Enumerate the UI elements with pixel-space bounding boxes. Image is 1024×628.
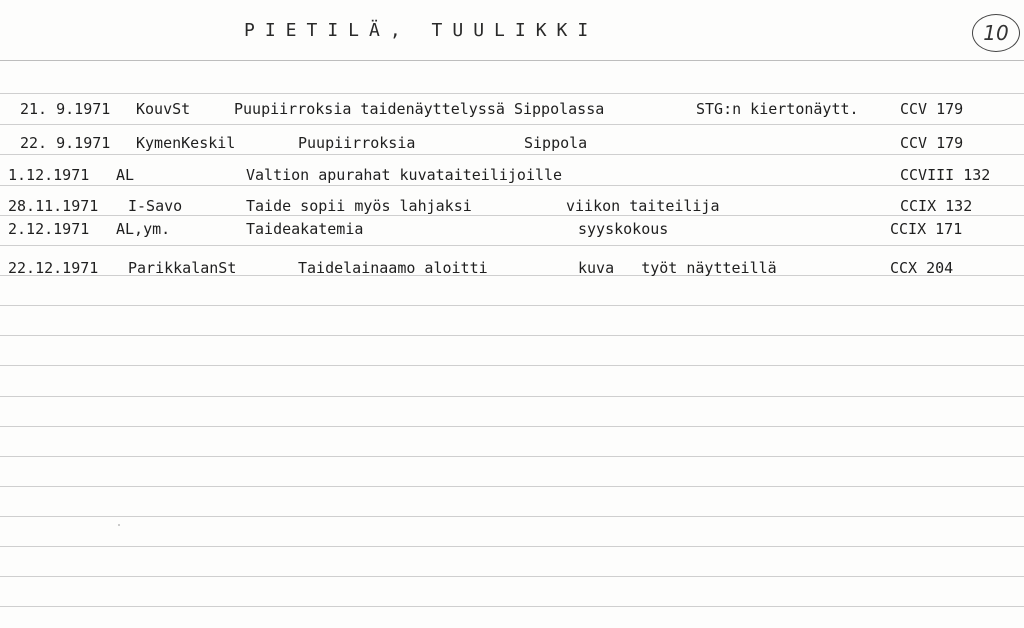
entry-ref: CCVIII 132 — [900, 166, 991, 184]
entry-source: AL — [116, 166, 135, 184]
ruled-line — [0, 365, 1024, 366]
ruled-line — [0, 154, 1024, 155]
speck — [118, 524, 120, 526]
ruled-line — [0, 606, 1024, 607]
entry-source: ParikkalanSt — [128, 259, 237, 277]
ruled-line — [0, 185, 1024, 186]
entry-title: Taidelainaamo aloitti — [298, 259, 488, 277]
ruled-line — [0, 456, 1024, 457]
entry-title: Puupiirroksia — [298, 134, 416, 152]
entry-title: Valtion apurahat kuvataiteilijoille — [246, 166, 563, 184]
ruled-line — [0, 245, 1024, 246]
ruled-line — [0, 60, 1024, 61]
entry-note: kuva työt näytteillä — [578, 259, 777, 277]
entry-date: 1.12.1971 — [8, 166, 90, 184]
entry-date: 21. 9.1971 — [20, 100, 111, 118]
entry-note: STG:n kiertonäytt. — [696, 100, 859, 118]
entry-note: viikon taiteilija — [566, 197, 720, 215]
entry-date: 28.11.1971 — [8, 197, 99, 215]
entry-ref: CCV 179 — [900, 100, 964, 118]
ruled-line — [0, 335, 1024, 336]
entry-date: 22. 9.1971 — [20, 134, 111, 152]
ruled-line — [0, 426, 1024, 427]
entry-title: Taideakatemia — [246, 220, 364, 238]
entry-ref: CCIX 171 — [890, 220, 963, 238]
entry-note: Sippola — [524, 134, 588, 152]
ruled-line — [0, 546, 1024, 547]
entry-ref: CCIX 132 — [900, 197, 973, 215]
entry-ref: CCX 204 — [890, 259, 954, 277]
entry-ref: CCV 179 — [900, 134, 964, 152]
ruled-line — [0, 486, 1024, 487]
entry-source: I-Savo — [128, 197, 183, 215]
ruled-line — [0, 516, 1024, 517]
entry-source: KouvSt — [136, 100, 191, 118]
entry-title: Taide sopii myös lahjaksi — [246, 197, 472, 215]
entry-date: 2.12.1971 — [8, 220, 90, 238]
ruled-line — [0, 93, 1024, 94]
entry-source: AL,ym. — [116, 220, 171, 238]
card-title: PIETILÄ, TUULIKKI — [244, 20, 599, 41]
ruled-line — [0, 124, 1024, 125]
entry-title: Puupiirroksia taidenäyttelyssä Sippolassa — [234, 100, 605, 118]
card-number: 10 — [972, 14, 1020, 52]
ruled-line — [0, 215, 1024, 216]
ruled-line — [0, 305, 1024, 306]
ruled-line — [0, 576, 1024, 577]
ruled-line — [0, 396, 1024, 397]
entry-source: KymenKeskil — [136, 134, 236, 152]
entry-date: 22.12.1971 — [8, 259, 99, 277]
entry-note: syyskokous — [578, 220, 669, 238]
